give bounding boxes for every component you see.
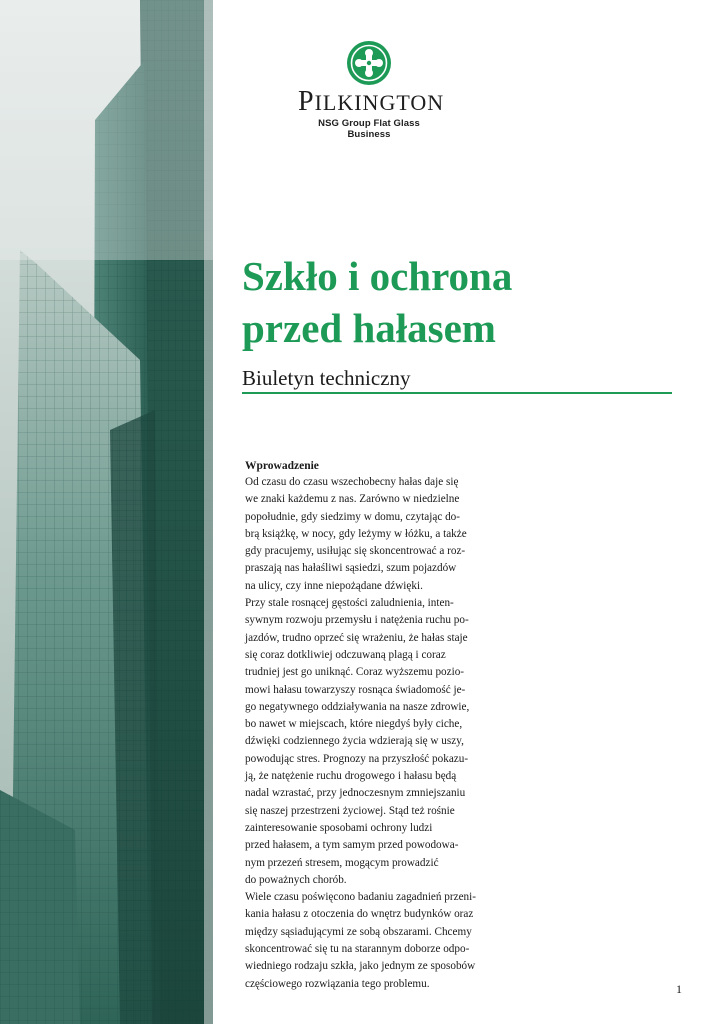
text-line: Wiele czasu poświęcono badaniu zagadnień przeni- xyxy=(245,891,476,904)
brand-initial: P xyxy=(298,86,315,117)
text-line: mowi hałasu towarzyszy rosnąca świadomość je- xyxy=(245,683,466,696)
pilkington-logo xyxy=(298,40,445,140)
glass-skyscrapers-illustration xyxy=(0,0,213,1024)
text-line: się coraz dotkliwiej odczuwaną plagą i coraz xyxy=(245,648,446,661)
pilkington-cross-icon xyxy=(346,40,392,86)
text-line: przed hałasem, a tym samym przed powodowa- xyxy=(245,839,459,852)
document-subtitle: Biuletyn techniczny xyxy=(242,366,411,390)
text-line: ją, że natężenie ruchu drogowego i hałasu będą xyxy=(245,770,457,783)
text-line: we znaki każdemu z nas. Zarówno w niedzielne xyxy=(245,493,460,506)
text-line: się naszej przestrzeni życiowej. Stąd też rośnie xyxy=(245,804,455,817)
text-line: skoncentrować się tu na starannym doborze odpo- xyxy=(245,943,470,956)
text-line: między sąsiadującymi ze sobą obszarami. Chcemy xyxy=(245,925,472,938)
text-line: powodując stres. Prognozy na przyszłość pokazu- xyxy=(245,752,469,765)
cover-photo-skyscrapers xyxy=(0,0,213,1024)
text-line: do poważnych chorób. xyxy=(245,873,347,886)
text-line: jazdów, trudno oprzeć się wrażeniu, że hałas staje xyxy=(245,631,468,644)
brand-name xyxy=(298,86,445,117)
section-heading: Wprowadzenie xyxy=(245,460,319,472)
text-line: bo nawet w miejscach, które niegdyś były ciche, xyxy=(245,718,463,731)
text-line: zainteresowanie sposobami ochrony ludzi xyxy=(245,821,433,834)
text-line: sywnym rozwoju przemysłu i natężenia ruchu po- xyxy=(245,614,469,627)
text-line: kania hałasu z otoczenia do wnętrz budynków oraz xyxy=(245,908,474,921)
brand-tagline: NSG Group Flat Glass Business xyxy=(318,118,420,140)
text-line: na ulicy, czy inne niepożądane dźwięki. xyxy=(245,579,423,592)
text-line: trudniej jest go uniknąć. Coraz wyższemu pozio- xyxy=(245,666,465,679)
text-line: brą książkę, w nocy, gdy leżymy w łóżku, a także xyxy=(245,527,467,540)
text-line: wiedniego rodzaju szkła, jako jednym ze sposobów xyxy=(245,960,476,973)
intro-text xyxy=(245,474,477,993)
text-line: nadal wzrastać, przy jednoczesnym zmniejszaniu xyxy=(245,787,466,800)
title-divider xyxy=(242,392,672,394)
page-number: 1 xyxy=(676,982,682,996)
text-line: gdy pracujemy, usiłując się skoncentrować a roz- xyxy=(245,545,466,558)
title-line-1: Szkło i ochrona xyxy=(242,253,513,299)
brand-rest: ILKINGTON xyxy=(314,90,445,115)
text-line: praszają nas hałaśliwi sąsiedzi, szum pojazdów xyxy=(245,562,457,575)
text-line: częściowego rozwiązania tego problemu. xyxy=(245,977,430,990)
text-line: go negatywnego oddziaływania na nasze zdrowie, xyxy=(245,700,470,713)
text-line: Przy stale rosnącej gęstości zaludnienia, inten- xyxy=(245,597,454,610)
text-line: popołudnie, gdy siedzimy w domu, czytając do- xyxy=(245,510,460,523)
text-line: nym przezeń stresem, mogącym prowadzić xyxy=(245,856,439,869)
title-line-2: przed hałasem xyxy=(242,305,496,351)
text-line: dźwięki codziennego życia wdzierają się w uszy, xyxy=(245,735,464,748)
document-title xyxy=(242,250,512,354)
text-line: Od czasu do czasu wszechobecny hałas daje się xyxy=(245,476,459,488)
